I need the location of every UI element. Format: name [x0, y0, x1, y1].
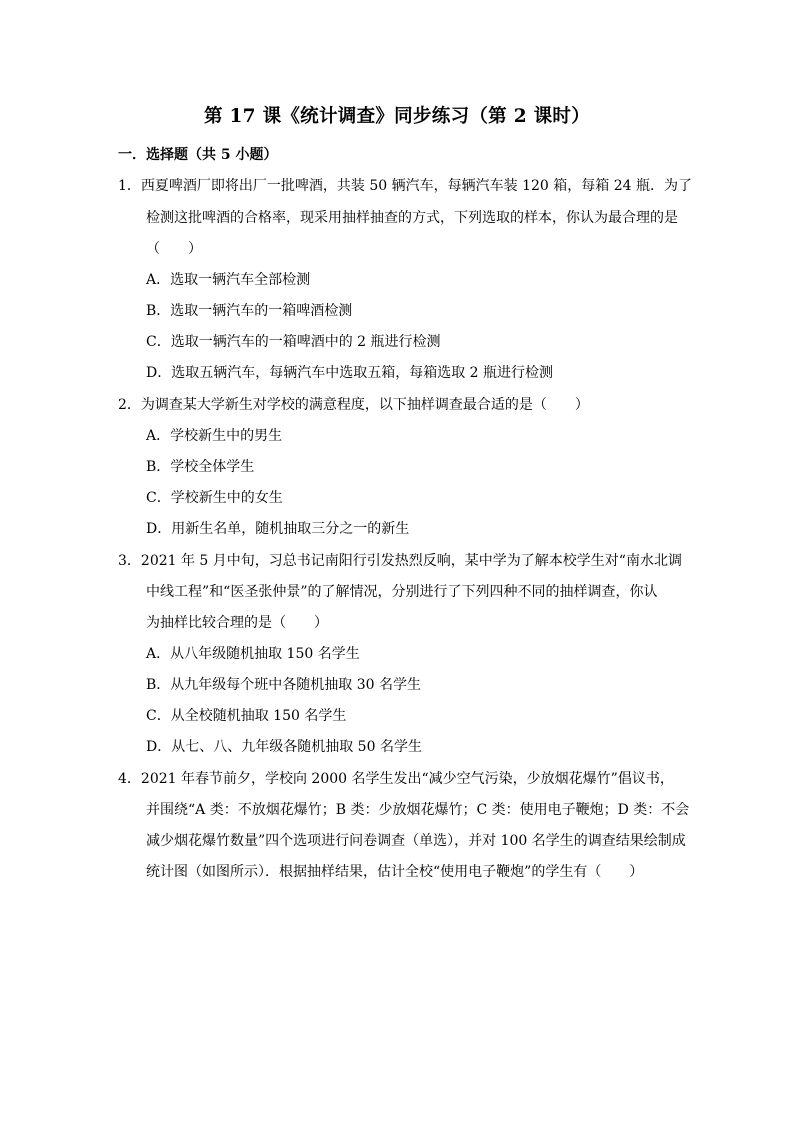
- question-2-option-b: B．学校全体学生: [146, 459, 255, 475]
- question-3-stem-line-3: 为抽样比较合理的是（ ）: [146, 615, 328, 631]
- question-4-stem-line-3: 减少烟花爆竹数量”四个选项进行问卷调查（单选），并对 100 名学生的调查结果绘制成: [146, 833, 686, 849]
- question-3-stem-line-2: 中线工程”和“医圣张仲景”的了解情况，分别进行了下列四种不同的抽样调查，你认: [146, 584, 658, 600]
- question-2-option-d: D．用新生名单，随机抽取三分之一的新生: [146, 521, 410, 537]
- question-1-stem-line-2: 检测这批啤酒的合格率，现采用抽样抽查的方式，下列选取的样本，你认为最合理的是: [146, 210, 678, 226]
- section-heading: 一．选择题（共 5 小题）: [118, 147, 278, 163]
- question-4-stem-line-2: 并围绕“A 类：不放烟花爆竹；B 类：少放烟花爆竹；C 类：使用电子鞭炮；D 类：不会: [146, 802, 690, 818]
- question-1-stem-line-3: （ ）: [146, 241, 202, 257]
- question-3-stem-line-1: 3．2021 年 5 月中旬，习总书记南阳行引发热烈反响，某中学为了解本校学生对“南水北调: [118, 553, 682, 569]
- question-1-option-b: B．选取一辆汽车的一箱啤酒检测: [146, 303, 353, 319]
- question-3-option-a: A．从八年级随机抽取 150 名学生: [146, 646, 360, 662]
- question-4-stem-line-4: 统计图（如图所示）．根据抽样结果，估计全校“使用电子鞭炮”的学生有（ ）: [146, 864, 644, 880]
- question-1-option-a: A．选取一辆汽车全部检测: [146, 272, 311, 288]
- page-title: 第 17 课《统计调查》同步练习（第 2 课时）: [203, 106, 591, 127]
- question-3-option-c: C．从全校随机抽取 150 名学生: [146, 708, 347, 724]
- question-3-option-b: B．从九年级每个班中各随机抽取 30 名学生: [146, 677, 422, 693]
- question-2-stem-line-1: 2．为调查某大学新生对学校的满意程度，以下抽样调查最合适的是（ ）: [118, 397, 589, 413]
- question-2-option-c: C．学校新生中的女生: [146, 490, 283, 506]
- question-1-option-c: C．选取一辆汽车的一箱啤酒中的 2 瓶进行检测: [146, 334, 441, 350]
- question-4-stem-line-1: 4．2021 年春节前夕，学校向 2000 名学生发出“减少空气污染，少放烟花爆竹”倡议书，: [118, 771, 674, 787]
- question-3-option-d: D．从七、八、九年级各随机抽取 50 名学生: [146, 739, 422, 755]
- question-1-option-d: D．选取五辆汽车，每辆汽车中选取五箱，每箱选取 2 瓶进行检测: [146, 365, 554, 381]
- question-2-option-a: A．学校新生中的男生: [146, 428, 283, 444]
- question-1-stem-line-1: 1．西夏啤酒厂即将出厂一批啤酒，共装 50 辆汽车，每辆汽车装 120 箱，每箱 24 瓶．为了: [118, 178, 692, 194]
